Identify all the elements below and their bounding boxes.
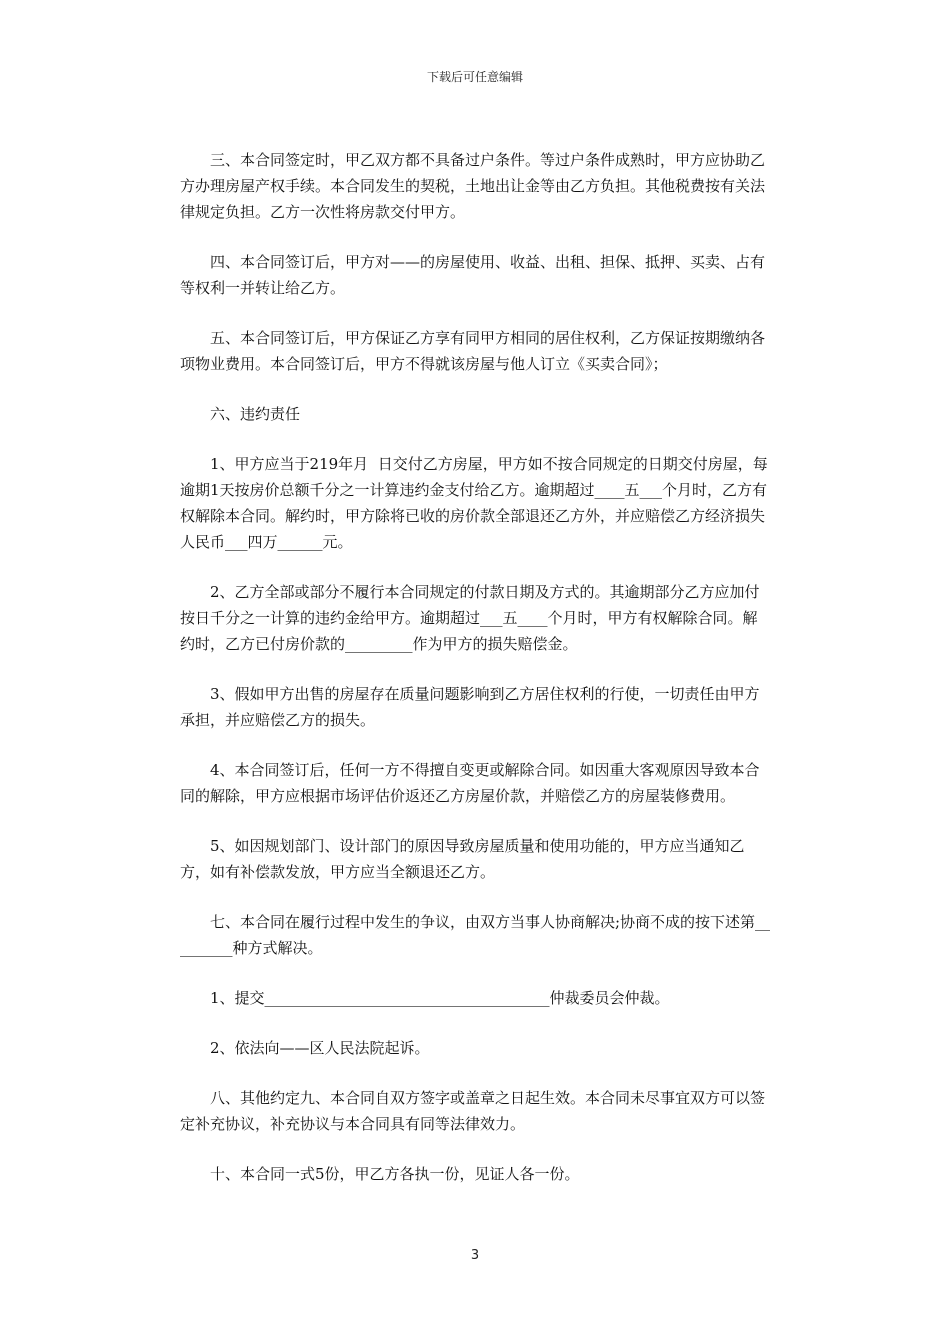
- clause-6-item-2: 2、乙方全部或部分不履行本合同规定的付款日期及方式的。其逾期部分乙方应加付按日千分之一计算的违约金给甲方。逾期超过___五____个月时，甲方有权解除合同。解约时，乙方已付房价款的_________作为甲方的损失赔偿金。: [180, 583, 760, 653]
- clause-6-item-5: 5、如因规划部门、设计部门的原因导致房屋质量和使用功能的，甲方应当通知乙方，如有补偿款发放，甲方应当全额退还乙方。: [180, 837, 745, 881]
- clause-3-transfer: 三、本合同签定时，甲乙双方都不具备过户条件。等过户条件成熟时，甲方应协助乙方办理房屋产权手续。本合同发生的契税，土地出让金等由乙方负担。其他税费按有关法律规定负担。乙方一次性将房款交付甲方。: [180, 151, 766, 221]
- clause-10-copies: 十、本合同一式5份，甲乙方各执一份，见证人各一份。: [210, 1165, 580, 1183]
- clause-6-item-1: 1、甲方应当于219年月 日交付乙方房屋，甲方如不按合同规定的日期交付房屋，每逾期1天按房价总额千分之一计算违约金支付给乙方。逾期超过____五___个月时，乙方有权解除本合同。解约时，甲方除将已收的房价款全部退还乙方外，并应赔偿乙方经济损失人民币___四万______元。: [180, 455, 768, 551]
- clause-6-item-4: 4、本合同签订后，任何一方不得擅自变更或解除合同。如因重大客观原因导致本合同的解除，甲方应根据市场评估价返还乙方房屋价款，并赔偿乙方的房屋装修费用。: [180, 761, 760, 805]
- clause-7-option-1: 1、提交______________________________________仲裁委员会仲裁。: [210, 989, 670, 1007]
- page-header: 下载后可任意编辑: [426, 70, 523, 84]
- page-number: 3: [470, 1248, 480, 1263]
- clause-6-heading: 六、违约责任: [210, 405, 301, 423]
- clause-8-9-effect: 八、其他约定九、本合同自双方签字或盖章之日起生效。本合同未尽事宜双方可以签定补充协议，补充协议与本合同具有同等法律效力。: [180, 1089, 766, 1133]
- clause-4-rights: 四、本合同签订后，甲方对——的房屋使用、收益、出租、担保、抵押、买卖、占有等权利一并转让给乙方。: [180, 253, 766, 297]
- clause-6-item-3: 3、假如甲方出售的房屋存在质量问题影响到乙方居住权利的行使，一切责任由甲方承担，并应赔偿乙方的损失。: [180, 685, 760, 729]
- clause-7-disputes: 七、本合同在履行过程中发生的争议，由双方当事人协商解决;协商不成的按下述第_________种方式解决。: [180, 913, 771, 957]
- clause-7-option-2: 2、依法向——区人民法院起诉。: [210, 1039, 430, 1057]
- clause-5-residence: 五、本合同签订后，甲方保证乙方享有同甲方相同的居住权利，乙方保证按期缴纳各项物业费用。本合同签订后，甲方不得就该房屋与他人订立《买卖合同》；: [180, 329, 766, 373]
- document-body: [180, 147, 772, 1211]
